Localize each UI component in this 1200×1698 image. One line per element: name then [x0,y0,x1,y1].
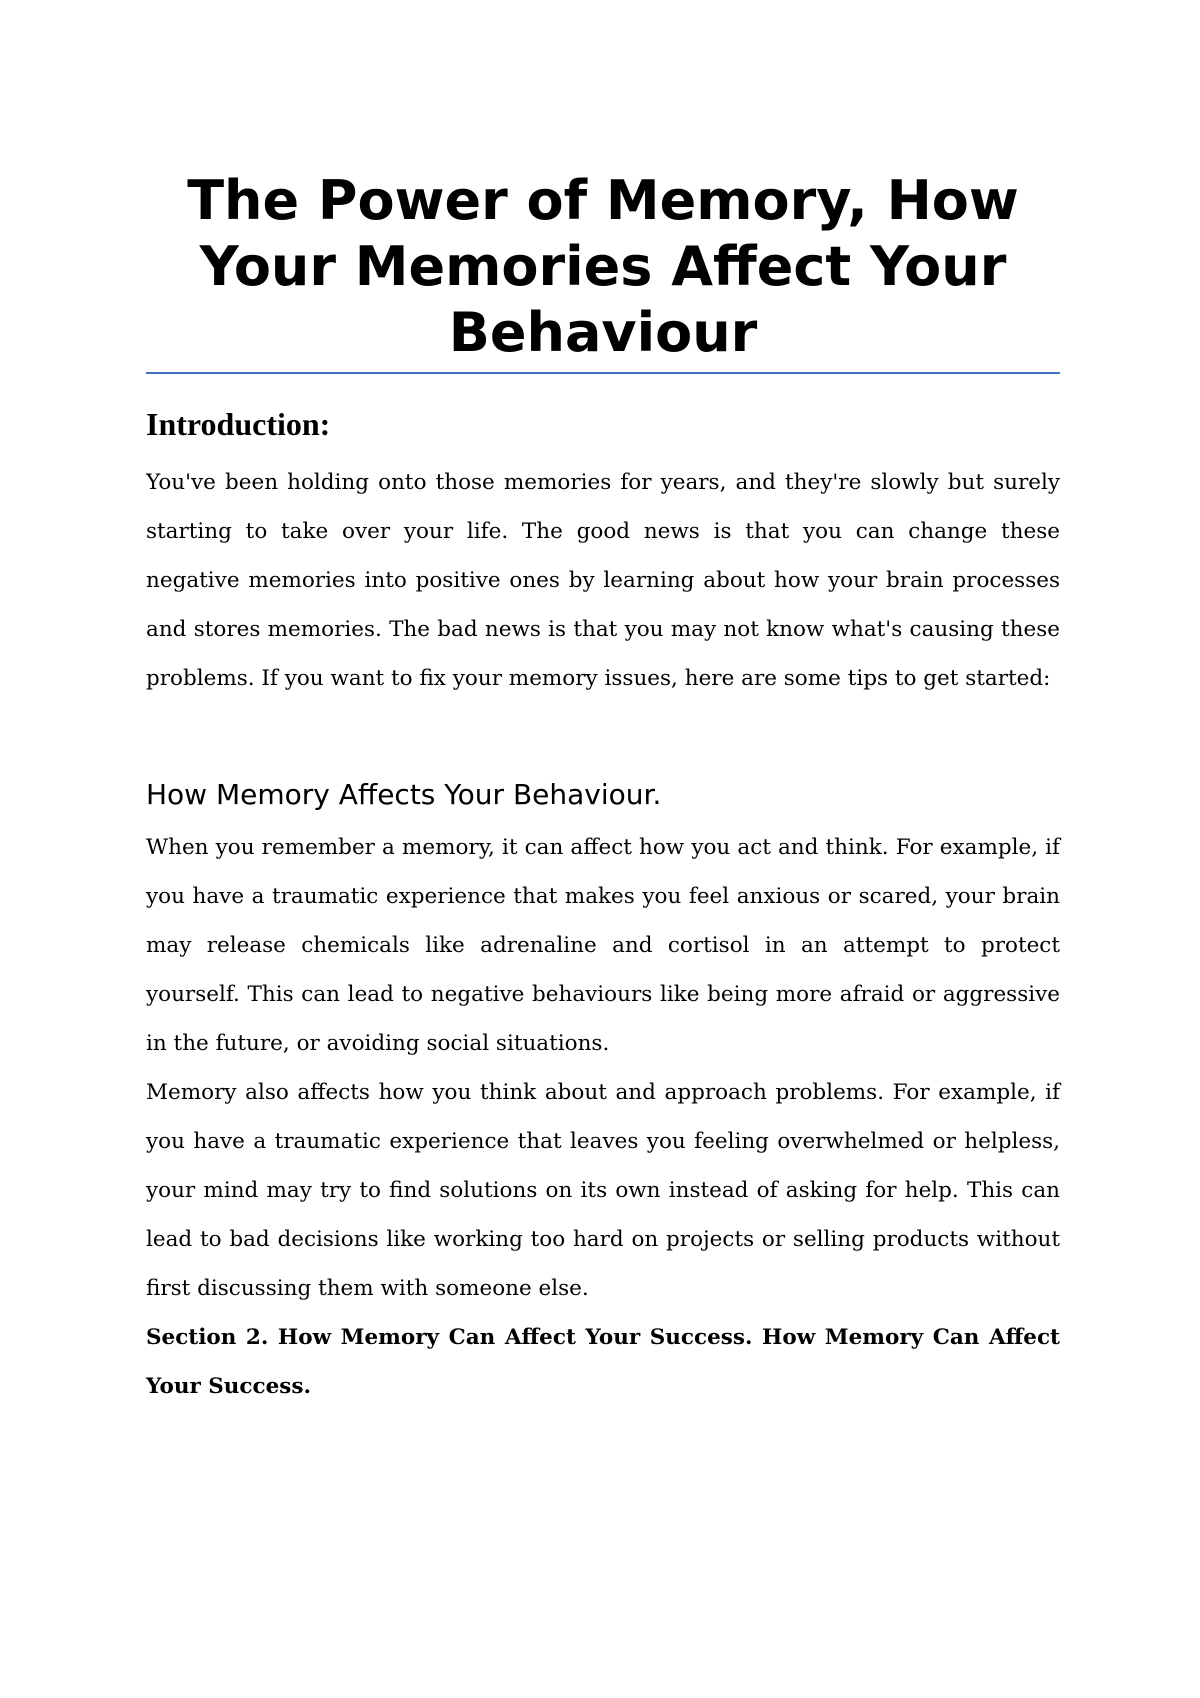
document-page [146,168,1060,1411]
section-heading-memory-behaviour: How Memory Affects Your Behaviour. [146,778,662,811]
introduction-paragraph: You've been holding onto those memories for years, and they're slowly but surely starting to take over your life. The good news is that you can change these negative memories into positive ones by learning about how your brain processes and stores memories. The bad news is that you may not know what's causing these problems. If you want to fix your memory issues, here are some tips to get started: [146,470,1060,691]
introduction-heading: Introduction: [146,406,331,442]
document-title: The Power of Memory, How Your Memories Affect Your Behaviour [146,168,1060,374]
section-paragraph: Memory also affects how you think about and approach problems. For example, if you have a traumatic experience that leaves you feeling overwhelmed or helpless, your mind may try to find solutions on its own instead of asking for help. This can lead to bad decisions like working too hard on projects or selling products without first discussing them with someone else. [146,1080,1060,1301]
section2-heading: Section 2. How Memory Can Affect Your Success. How Memory Can Affect Your Success. [146,1325,1060,1399]
section-paragraph: When you remember a memory, it can affect how you act and think. For example, if you have a traumatic experience that makes you feel anxious or scared, your brain may release chemicals like adrenaline and cortisol in an attempt to protect yourself. This can lead to negative behaviours like being more afraid or aggressive in the future, or avoiding social situations. [146,835,1060,1056]
